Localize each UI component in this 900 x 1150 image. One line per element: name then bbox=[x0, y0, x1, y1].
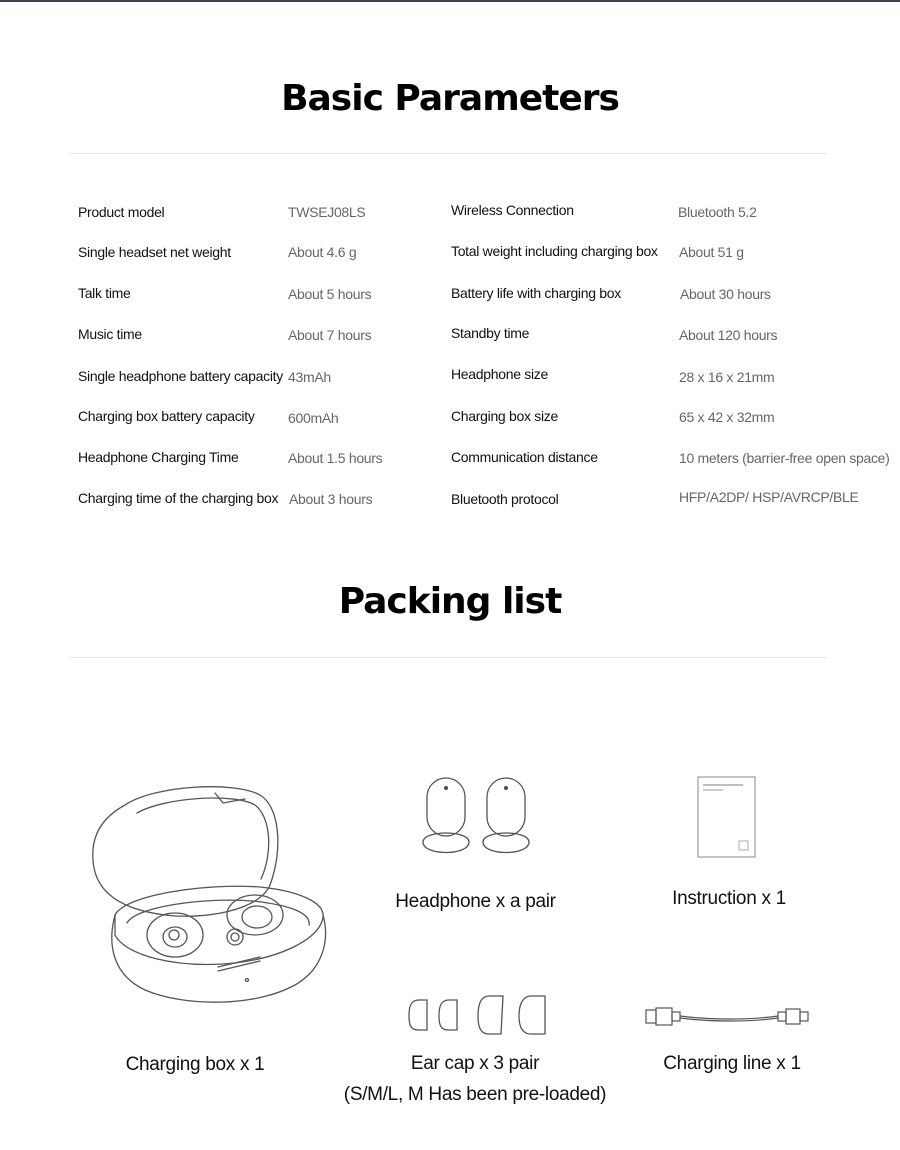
charging-box-caption: Charging box x 1 bbox=[125, 1054, 265, 1075]
param-value: About 120 hours bbox=[679, 327, 778, 343]
ear-cap-subcaption: (S/M/L, M Has been pre-loaded) bbox=[343, 1084, 607, 1105]
param-value: About 7 hours bbox=[288, 327, 372, 343]
param-value: 10 meters (barrier-free open space) bbox=[679, 450, 890, 466]
param-value: 65 x 42 x 32mm bbox=[679, 409, 775, 425]
basic-parameters-title: Basic Parameters bbox=[281, 78, 619, 119]
param-label: Bluetooth protocol bbox=[451, 491, 559, 507]
param-label: Music time bbox=[78, 326, 142, 342]
param-value: TWSEJ08LS bbox=[288, 204, 366, 220]
instruction-booklet-illustration bbox=[693, 773, 763, 863]
param-value: About 51 g bbox=[679, 244, 744, 260]
param-label: Charging box size bbox=[451, 408, 558, 424]
param-value: About 30 hours bbox=[680, 286, 771, 302]
param-value: 600mAh bbox=[288, 410, 339, 426]
instruction-caption: Instruction x 1 bbox=[672, 888, 786, 909]
param-label: Wireless Connection bbox=[451, 202, 574, 218]
headphone-caption: Headphone x a pair bbox=[395, 891, 556, 912]
packing-list-divider bbox=[70, 657, 827, 658]
basic-parameters-divider bbox=[70, 153, 827, 154]
param-label: Communication distance bbox=[451, 449, 598, 465]
param-label: Single headphone battery capacity bbox=[78, 368, 283, 384]
headphone-illustration bbox=[415, 770, 555, 865]
param-label: Total weight including charging box bbox=[451, 243, 658, 259]
param-label: Charging box battery capacity bbox=[78, 408, 255, 424]
packing-list-title: Packing list bbox=[338, 581, 562, 622]
param-value: HFP/A2DP/ HSP/AVRCP/BLE bbox=[679, 489, 859, 505]
param-label: Charging time of the charging box bbox=[78, 490, 279, 506]
param-value: About 4.6 g bbox=[288, 244, 357, 260]
charging-line-illustration bbox=[640, 1002, 815, 1032]
param-value: 28 x 16 x 21mm bbox=[679, 369, 775, 385]
param-value: Bluetooth 5.2 bbox=[678, 204, 757, 220]
param-label: Standby time bbox=[451, 325, 530, 341]
charging-box-illustration bbox=[85, 775, 335, 1025]
param-value: About 1.5 hours bbox=[288, 450, 383, 466]
param-label: Headphone Charging Time bbox=[78, 449, 239, 465]
charging-line-caption: Charging line x 1 bbox=[663, 1053, 801, 1074]
param-label: Product model bbox=[78, 204, 165, 220]
ear-caps-illustration bbox=[405, 992, 555, 1037]
param-value: About 3 hours bbox=[289, 491, 373, 507]
param-label: Talk time bbox=[78, 285, 131, 301]
param-label: Headphone size bbox=[451, 366, 548, 382]
ear-cap-caption: Ear cap x 3 pair bbox=[410, 1053, 540, 1074]
param-label: Single headset net weight bbox=[78, 244, 231, 260]
top-border bbox=[0, 0, 900, 2]
param-label: Battery life with charging box bbox=[451, 285, 621, 301]
param-value: About 5 hours bbox=[288, 286, 372, 302]
param-value: 43mAh bbox=[288, 369, 331, 385]
